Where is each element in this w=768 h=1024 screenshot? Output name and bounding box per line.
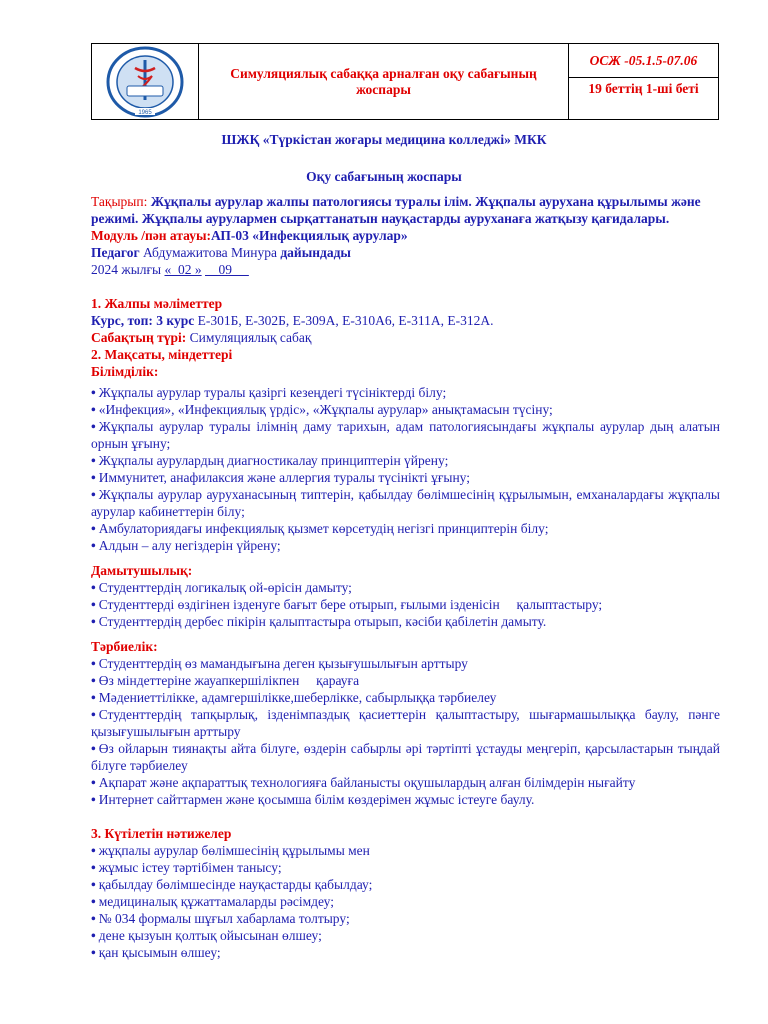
list-item: • жұмыс істеу тәртібімен танысу; bbox=[91, 859, 720, 876]
plan-header-title: Симуляциялық сабаққа арналған оқу сабағының жоспары bbox=[199, 44, 569, 119]
list-item: • қан қысымын өлшеу; bbox=[91, 944, 720, 961]
list-item: • Ақпарат және ақпараттық технологияға байланысты оқушылардың алған білімдерін нығайту bbox=[91, 774, 720, 791]
course-label: Курс, топ: 3 курс bbox=[91, 313, 195, 328]
svg-text:1965: 1965 bbox=[138, 109, 152, 116]
section2-title: 2. Мақсаты, міндеттері bbox=[91, 347, 233, 362]
list-item: • Өз міндеттеріне жауапкершілікпен қарауға bbox=[91, 672, 720, 689]
topic-paragraph bbox=[91, 193, 720, 227]
date-line bbox=[91, 261, 720, 278]
list-item: • Интернет сайттармен және қосымша білім көздерімен жұмыс істеуге баулу. bbox=[91, 791, 720, 808]
list-item: • Иммунитет, анафилаксия және аллергия туралы түсінікті ұғыну; bbox=[91, 469, 720, 486]
module-label: Модуль /пән атауы: bbox=[91, 228, 211, 243]
lesson-type-label: Сабақтың түрі: bbox=[91, 330, 187, 345]
list-item: • Амбулаториядағы инфекциялық қызмет көрсетудің негізгі принциптерін білу; bbox=[91, 520, 720, 537]
header-table bbox=[91, 43, 719, 120]
list-item: • Жұқпалы аурулар туралы ілімнің даму тарихын, адам патологиясындағы жұқпалы аурулар дың алатын орнын ұғыну; bbox=[91, 418, 720, 452]
educational-title: Білімділік: bbox=[91, 364, 159, 379]
upbringing-title: Тәрбиелік: bbox=[91, 639, 158, 654]
upbringing-list bbox=[91, 655, 720, 808]
list-item: • Жұқпалы аурулар туралы қазіргі кезеңдегі түсініктерді білу; bbox=[91, 384, 720, 401]
list-item: • Мәдениеттілікке, адамгершілікке,шеберлікке, сабырлыққа тәрбиелеу bbox=[91, 689, 720, 706]
list-item: • дене қызуын қолтық ойысынан өлшеу; bbox=[91, 927, 720, 944]
developmental-title: Дамытушылық: bbox=[91, 563, 193, 578]
date-year: 2024 жылғы bbox=[91, 262, 162, 277]
module-text: АП-03 «Инфекциялық аурулар» bbox=[210, 228, 408, 243]
course-text: Е-301Б, Е-302Б, Е-309А, Е-310А6, Е-311А, Е-312А. bbox=[197, 313, 494, 328]
lesson-type-line bbox=[91, 329, 720, 346]
lesson-type-text: Симуляциялық сабақ bbox=[189, 330, 312, 345]
list-item: • Студенттердің логикалық ой-өрісін дамыту; bbox=[91, 579, 720, 596]
list-item: • жұқпалы аурулар бөлімшесінің құрылымы мен bbox=[91, 842, 720, 859]
topic-text: Жұқпалы аурулар жалпы патологиясы туралы ілім. Жұқпалы ауруханa құрылымы және режимі. Жұқпалы аурулармен сырқаттанатын науқастарды ауруханаға жатқызу қағидалары. bbox=[91, 194, 701, 226]
list-item: • «Инфекция», «Инфекциялық үрдіс», «Жұқпалы аурулар» анықтамасын түсіну; bbox=[91, 401, 720, 418]
teacher-suffix: дайындады bbox=[280, 245, 351, 260]
org-title: ШЖҚ «Түркістан жоғары медицина колледжі» МКК bbox=[221, 132, 547, 147]
list-item: • Жұқпалы аурулардың диагностикалау принциптерін үйрену; bbox=[91, 452, 720, 469]
teacher-line bbox=[91, 244, 720, 261]
list-item: • Алдын – алу негіздерін үйрену; bbox=[91, 537, 720, 554]
date-day: « 02 » bbox=[164, 262, 202, 277]
college-logo-icon bbox=[105, 46, 185, 118]
list-item: • қабылдау бөлімшесінде науқастарды қабылдау; bbox=[91, 876, 720, 893]
module-line bbox=[91, 227, 720, 244]
teacher-name: Абдумажитова Минура bbox=[142, 245, 277, 260]
code-cell bbox=[569, 44, 718, 119]
list-item: • Студенттердің тапқырлық, ізденімпаздық қасиеттерін қалыптастыру, шығармашылыққа баулу, пәнге қызығушылығын арттыру bbox=[91, 706, 720, 740]
teacher-label: Педагог bbox=[91, 245, 140, 260]
section3-title: 3. Күтілетін нәтижелер bbox=[91, 826, 232, 841]
topic-label: Тақырып: bbox=[91, 194, 148, 209]
outcomes-list bbox=[91, 842, 720, 961]
list-item: • Студенттердің дербес пікірін қалыптастыра отырып, кәсіби қабілетін дамыту. bbox=[91, 613, 720, 630]
content bbox=[91, 193, 720, 961]
section1-title: 1. Жалпы мәліметтер bbox=[91, 296, 223, 311]
logo-cell bbox=[92, 44, 199, 119]
educational-list bbox=[91, 384, 720, 554]
doc-title: Оқу сабағының жоспары bbox=[306, 169, 462, 184]
list-item: • Студенттердің өз мамандығына деген қызығушылығын арттыру bbox=[91, 655, 720, 672]
developmental-list bbox=[91, 579, 720, 630]
list-item: • Өз ойларын тиянақты айта білуге, өздерін сабырлы әрі тәртіпті ұстауды меңгеріп, қарсыластарын тыңдай білуге тәрбиелеу bbox=[91, 740, 720, 774]
date-month: 09 bbox=[205, 262, 249, 277]
list-item: • № 034 формалы шұғыл хабарлама толтыру; bbox=[91, 910, 720, 927]
list-item: • Жұқпалы аурулар ауруханасының типтерін, қабылдау бөлімшесінің құрылымын, емханалардағы жұқпалы аурулар кабинеттерін білу; bbox=[91, 486, 720, 520]
page-counter: 19 беттің 1-ші беті bbox=[588, 81, 699, 96]
list-item: • Студенттерді өздігінен ізденуге бағыт бере отырып, ғылыми ізденісін қалыптастыру; bbox=[91, 596, 720, 613]
list-item: • медициналық құжаттамаларды рәсімдеу; bbox=[91, 893, 720, 910]
course-line bbox=[91, 312, 720, 329]
document-code: ОСЖ -05.1.5-07.06 bbox=[569, 44, 718, 78]
